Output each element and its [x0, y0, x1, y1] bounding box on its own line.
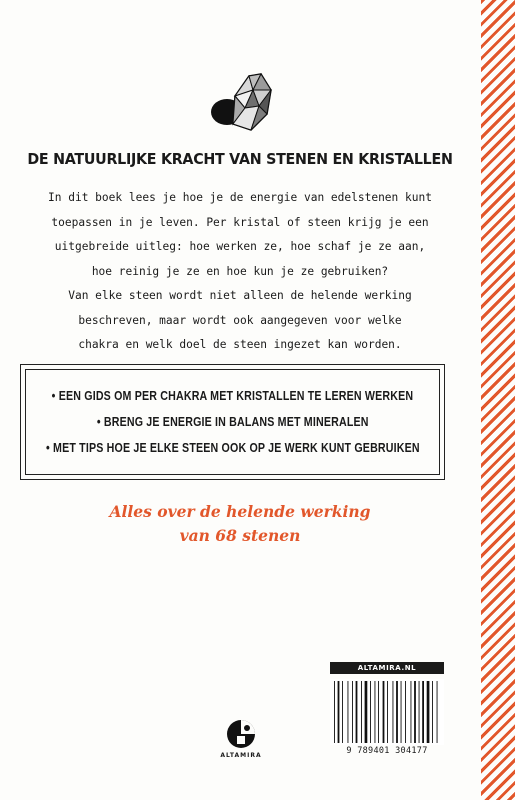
barcode-bar: [393, 681, 394, 743]
barcode-bar: [338, 681, 340, 743]
feature-box-inner: [25, 369, 440, 475]
barcode-bar: [356, 681, 358, 743]
barcode-bar: [432, 681, 433, 743]
feature-bullet: • BRENG JE ENERGIE IN BALANS MET MINERALEN: [96, 414, 369, 429]
decorative-stripe-border: [481, 0, 515, 800]
description-line: toepassen in je leven. Per kristal of steen krijg je een: [51, 215, 429, 229]
feature-bullet: • MET TIPS HOE JE ELKE STEEN OOK OP JE WERK KUNT GEBRUIKEN: [45, 440, 420, 455]
stripe-edge: [478, 0, 481, 800]
barcode-bar: [370, 681, 371, 743]
description-text: [20, 186, 460, 358]
barcode-bar: [401, 681, 402, 743]
description-line: uitgebreide uitleg: hoe werken ze, hoe schaf je ze aan,: [54, 240, 426, 253]
description-line: beschreven, maar wordt ook aangegeven voor welke: [78, 313, 402, 327]
barcode-bar: [361, 681, 362, 743]
feature-box: [20, 364, 445, 480]
barcode-bar: [419, 681, 420, 743]
tagline: [0, 500, 480, 548]
barcode-bar: [348, 681, 349, 743]
barcode-bar: [342, 681, 343, 743]
barcode-bar: [411, 681, 412, 743]
barcode-bar: [387, 681, 388, 743]
barcode-bar: [427, 681, 430, 743]
gemstone-icon: [205, 68, 285, 134]
barcode-bar: [375, 681, 376, 743]
tagline-line: Alles over de helende werking: [109, 502, 371, 521]
barcode-bar: [365, 681, 368, 743]
publisher-url: ALTAMIRA.NL: [330, 662, 444, 674]
barcode-bar: [414, 681, 416, 743]
altamira-logo-icon: [221, 714, 261, 754]
description-line: hoe reinig je ze en hoe kun je ze gebruiken?: [91, 264, 389, 278]
back-cover-title: DE NATUURLIJKE KRACHT VAN STENEN EN KRISTALLEN: [27, 150, 453, 168]
barcode-bar: [352, 681, 353, 743]
isbn-number: 9 789401 304177: [346, 746, 428, 756]
barcode-bar: [422, 681, 424, 743]
barcode-bar: [437, 681, 438, 743]
description-line: In dit boek lees je hoe je de energie van edelstenen kunt: [48, 191, 432, 204]
barcode: [330, 679, 444, 745]
barcode-bar: [334, 681, 335, 743]
feature-bullet: • EEN GIDS OM PER CHAKRA MET KRISTALLEN TE LEREN WERKEN: [51, 388, 414, 403]
publisher-name: ALTAMIRA: [220, 752, 262, 759]
barcode-bar: [396, 681, 398, 743]
tagline-line: van 68 stenen: [179, 526, 301, 545]
barcode-bar: [378, 681, 379, 743]
description-line: chakra en welk doel de steen ingezet kan worden.: [78, 338, 402, 351]
barcode-bar: [405, 681, 406, 743]
description-line: Van elke steen wordt niet alleen de helende werking: [68, 289, 412, 302]
barcode-bar: [383, 681, 385, 743]
